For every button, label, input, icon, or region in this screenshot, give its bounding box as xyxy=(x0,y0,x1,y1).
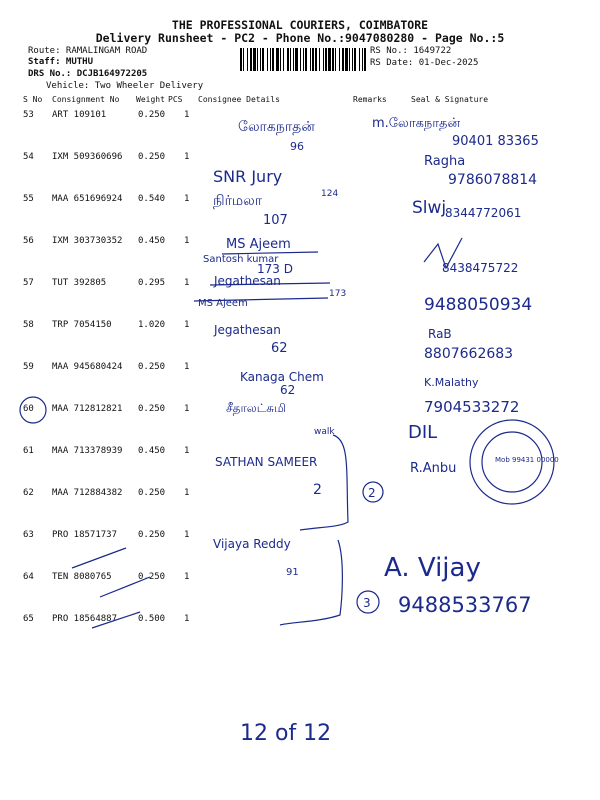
col-remarks: Remarks xyxy=(353,95,387,104)
barcode-bar xyxy=(339,48,340,71)
row-consignment: PRO 18564887 xyxy=(52,614,118,624)
row-weight: 0.450 xyxy=(138,446,166,456)
row-weight: 0.250 xyxy=(138,152,166,162)
row-weight: 1.020 xyxy=(138,320,166,330)
col-consignee: Consignee Details xyxy=(198,95,280,104)
barcode-bar xyxy=(295,48,298,71)
vehicle-label: Vehicle: Two Wheeler Delivery xyxy=(46,81,204,91)
row-pcs: 1 xyxy=(184,320,190,330)
row-consignment: MAA 712884382 xyxy=(52,488,123,498)
barcode-bar xyxy=(287,48,289,71)
row-sno: 54 xyxy=(23,152,34,162)
barcode-bar xyxy=(240,48,242,71)
row-consignment: IXM 509360696 xyxy=(52,152,123,162)
col-consignment: Consignment No xyxy=(52,95,120,104)
table-row xyxy=(0,194,600,236)
row-pcs: 1 xyxy=(184,404,190,414)
hw-r54-phone: 9786078814 xyxy=(448,172,538,188)
barcode-bar xyxy=(290,48,291,71)
hw-r54-name: SNR Jury xyxy=(213,167,283,186)
barcode-bar xyxy=(303,48,304,71)
col-weight: Weight xyxy=(136,95,165,104)
row-weight: 0.250 xyxy=(138,362,166,372)
hw-r55-sig: Slwj xyxy=(412,198,447,218)
hw-r64-circ: 3 xyxy=(363,596,371,610)
row-sno: 58 xyxy=(23,320,34,330)
hw-stamp-text: Mob 99431 00000 xyxy=(495,456,559,464)
row-pcs: 1 xyxy=(184,278,190,288)
row-consignment: ART 109101 xyxy=(52,110,107,120)
hw-r59-name: Kanaga Chem xyxy=(240,370,324,384)
table-row xyxy=(0,614,600,656)
barcode-bar xyxy=(247,48,248,71)
barcode-bar xyxy=(332,48,334,71)
hw-r57-n2: MS Ajeem xyxy=(198,298,248,309)
route-label: Route: RAMALINGAM ROAD xyxy=(28,46,148,56)
row-pcs: 1 xyxy=(184,614,190,624)
hw-r58-name: Jegathesan xyxy=(214,323,281,337)
barcode-bar xyxy=(310,48,311,71)
table-row xyxy=(0,530,600,572)
row-weight: 0.250 xyxy=(138,530,166,540)
row-sno: 61 xyxy=(23,446,34,456)
hw-r60-sig: DIL xyxy=(408,422,438,443)
hw-r56-name: MS Ajeem xyxy=(226,237,291,252)
barcode-bar xyxy=(262,48,264,71)
col-sno: S No xyxy=(23,95,43,104)
barcode-bar xyxy=(260,48,261,71)
hw-r61-sig: R.Anbu xyxy=(410,461,457,476)
row-consignment: PRO 18571737 xyxy=(52,530,118,540)
table-row xyxy=(0,488,600,530)
barcode-bar xyxy=(335,48,336,71)
row-sno: 59 xyxy=(23,362,34,372)
row-consignment: TEN 8080765 xyxy=(52,572,112,582)
row-consignment: MAA 712812821 xyxy=(52,404,123,414)
row-weight: 0.250 xyxy=(138,488,166,498)
barcode-bar xyxy=(362,48,363,71)
row-consignment: MAA 945680424 xyxy=(52,362,123,372)
barcode xyxy=(240,48,366,71)
table-row xyxy=(0,362,600,404)
hw-r55-name: நிர்மலா xyxy=(213,193,263,209)
hw-r56-n2: Santosh kumar xyxy=(203,254,279,265)
hw-r61-n2: 2 xyxy=(313,482,322,498)
table-row xyxy=(0,404,600,446)
hw-r56-n3: 173 D xyxy=(257,262,293,276)
barcode-bar xyxy=(342,48,344,71)
hw-r57-name: Jegathesan xyxy=(214,274,281,288)
barcode-bar xyxy=(323,48,324,71)
barcode-bar xyxy=(364,48,366,71)
hw-r55-n1: 124 xyxy=(321,189,339,199)
hw-r63-name: Vijaya Reddy xyxy=(213,537,291,551)
hw-r61-name: SATHAN SAMEER xyxy=(215,455,318,469)
hw-r64-sig: A. Vijay xyxy=(384,553,481,583)
table-row xyxy=(0,152,600,194)
row-pcs: 1 xyxy=(184,572,190,582)
row-pcs: 1 xyxy=(184,488,190,498)
row-consignment: MAA 651696924 xyxy=(52,194,123,204)
row-pcs: 1 xyxy=(184,530,190,540)
hw-r58-phone: 8807662683 xyxy=(424,346,514,362)
hw-r60-note: walk xyxy=(314,427,335,437)
row-sno: 63 xyxy=(23,530,34,540)
rs-date: RS Date: 01-Dec-2025 xyxy=(370,58,479,68)
hw-r56-phone: 8438475722 xyxy=(442,261,519,275)
hw-r61-circ: 2 xyxy=(368,486,376,500)
row-weight: 0.450 xyxy=(138,236,166,246)
hw-r64-phone: 9488533767 xyxy=(398,593,532,617)
table-row xyxy=(0,278,600,320)
row-pcs: 1 xyxy=(184,194,190,204)
barcode-bar xyxy=(315,48,317,71)
barcode-bar xyxy=(359,48,360,71)
row-weight: 0.250 xyxy=(138,572,166,582)
hw-bottom-total: 12 of 12 xyxy=(240,721,332,746)
barcode-bar xyxy=(328,48,331,71)
barcode-bar xyxy=(312,48,314,71)
hw-r53-num: 96 xyxy=(290,140,304,153)
row-pcs: 1 xyxy=(184,446,190,456)
hw-r59-n2: 62 xyxy=(280,383,296,397)
hw-r60-phone: 7904533272 xyxy=(424,398,520,416)
hw-r63-n2: 91 xyxy=(286,567,299,578)
row-pcs: 1 xyxy=(184,236,190,246)
barcode-bar xyxy=(272,48,274,71)
hw-r58-sig: RaB xyxy=(428,327,452,341)
row-sno: 55 xyxy=(23,194,34,204)
row-weight: 0.250 xyxy=(138,404,166,414)
barcode-bar xyxy=(280,48,281,71)
row-weight: 0.250 xyxy=(138,110,166,120)
hw-r55-phone: 8344772061 xyxy=(445,206,522,220)
hw-r53-name: லோகநாதன் xyxy=(238,119,315,135)
barcode-bar xyxy=(243,48,244,71)
barcode-bar xyxy=(253,48,256,71)
hw-r54-sig: Ragha xyxy=(424,154,466,169)
company-title: THE PROFESSIONAL COURIERS, COIMBATORE xyxy=(171,18,429,32)
hw-r53-phone: 90401 83365 xyxy=(452,134,539,149)
row-sno: 57 xyxy=(23,278,34,288)
barcode-bar xyxy=(257,48,258,71)
row-consignment: IXM 303730352 xyxy=(52,236,123,246)
hw-r57-n3: 173 xyxy=(329,289,347,299)
barcode-bar xyxy=(305,48,307,71)
row-pcs: 1 xyxy=(184,362,190,372)
row-sno: 53 xyxy=(23,110,34,120)
barcode-bar xyxy=(267,48,268,71)
hw-r55-n2: 107 xyxy=(263,213,288,228)
barcode-bar xyxy=(352,48,353,71)
row-sno: 62 xyxy=(23,488,34,498)
table-row xyxy=(0,320,600,362)
table-row xyxy=(0,110,600,152)
table-row xyxy=(0,446,600,488)
row-sno: 56 xyxy=(23,236,34,246)
row-weight: 0.295 xyxy=(138,278,166,288)
drs-label: DRS No.: DCJB164972205 xyxy=(28,69,148,79)
row-weight: 0.540 xyxy=(138,194,166,204)
row-consignment: TRP 7054150 xyxy=(52,320,112,330)
barcode-bar xyxy=(319,48,320,71)
row-pcs: 1 xyxy=(184,152,190,162)
row-sno: 64 xyxy=(23,572,34,582)
hw-r60-name: சீதாலட்சுமி xyxy=(226,401,286,415)
barcode-bar xyxy=(283,48,284,71)
barcode-bar xyxy=(276,48,279,71)
barcode-bar xyxy=(300,48,301,71)
hw-r59-sig: K.Malathy xyxy=(424,376,479,389)
barcode-bar xyxy=(270,48,271,71)
barcode-bar xyxy=(325,48,327,71)
hw-r58-n2: 62 xyxy=(271,341,288,356)
table-row xyxy=(0,236,600,278)
table-row xyxy=(0,572,600,614)
rs-number: RS No.: 1649722 xyxy=(370,46,452,56)
row-consignment: MAA 713378939 xyxy=(52,446,123,456)
col-seal: Seal & Signature xyxy=(411,95,489,104)
hw-r53-sig: m.லோகநாதன் xyxy=(372,116,461,131)
row-sno: 65 xyxy=(23,614,34,624)
runsheet-subtitle: Delivery Runsheet - PC2 - Phone No.:9047080280 - Page No.:5 xyxy=(95,31,505,45)
barcode-bar xyxy=(345,48,348,71)
barcode-bar xyxy=(250,48,252,71)
barcode-bar xyxy=(354,48,356,71)
row-sno: 60 xyxy=(23,404,34,414)
row-consignment: TUT 392805 xyxy=(52,278,107,288)
col-pcs: PCS xyxy=(168,95,183,104)
row-weight: 0.500 xyxy=(138,614,166,624)
barcode-bar xyxy=(293,48,294,71)
barcode-bar xyxy=(349,48,350,71)
staff-label: Staff: MUTHU xyxy=(28,57,94,67)
hw-r57-phone: 9488050934 xyxy=(424,295,533,315)
row-pcs: 1 xyxy=(184,110,190,120)
